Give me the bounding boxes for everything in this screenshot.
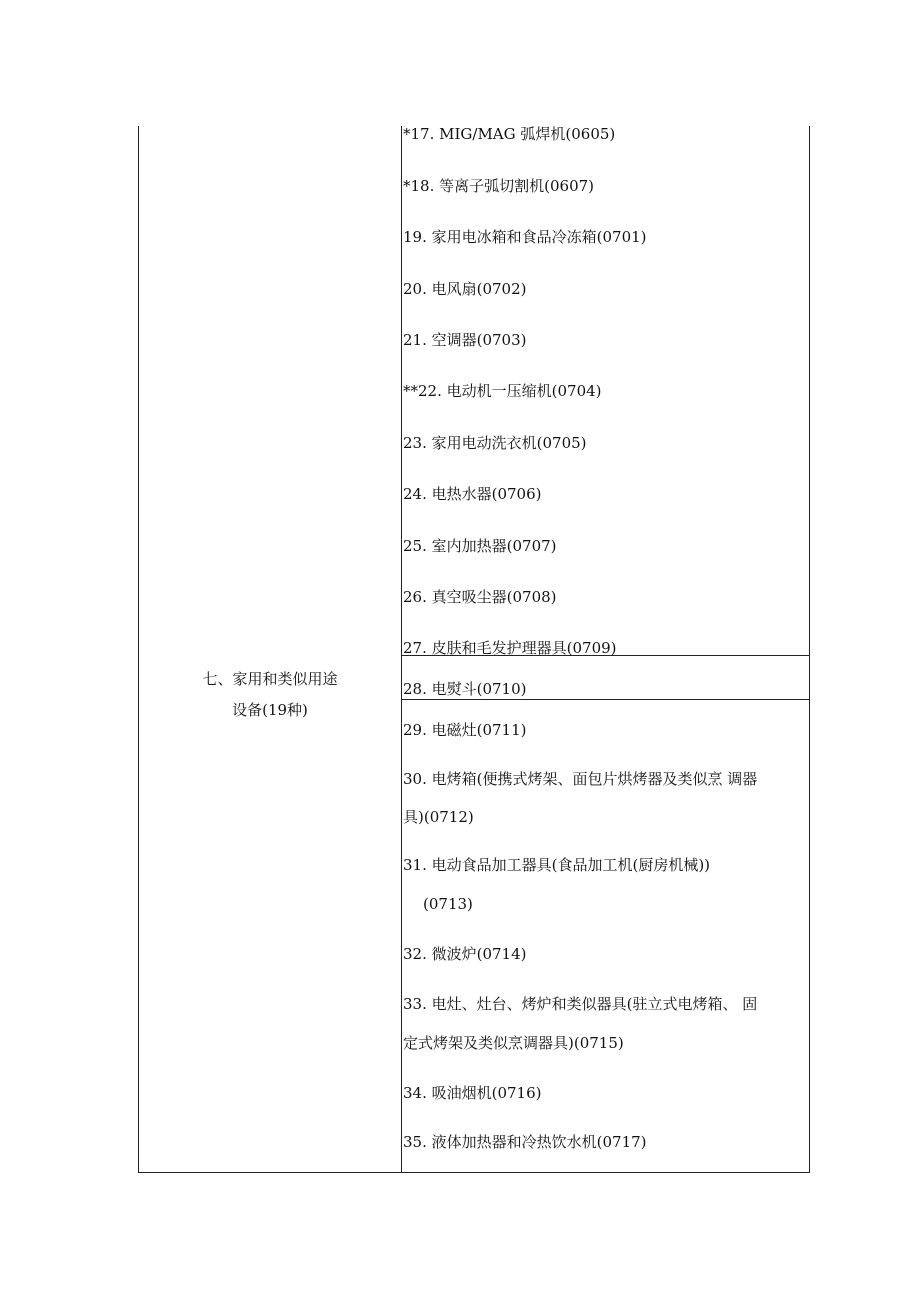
appliance-table bbox=[138, 126, 810, 1173]
list-item: 32. 微波炉(0714) bbox=[403, 945, 527, 963]
list-item: 28. 电熨斗(0710) bbox=[403, 680, 527, 698]
list-item-continuation: 定式烤架及类似烹调器具)(0715) bbox=[403, 1034, 624, 1052]
list-item: 30. 电烤箱(便携式烤架、面包片烘烤器及类似烹 调器 bbox=[403, 770, 758, 788]
list-item: 25. 室内加热器(0707) bbox=[403, 537, 557, 555]
list-item: 35. 液体加热器和冷热饮水机(0717) bbox=[403, 1133, 647, 1151]
list-item: 33. 电灶、灶台、烤炉和类似器具(驻立式电烤箱、 固 bbox=[403, 995, 758, 1013]
list-item: 26. 真空吸尘器(0708) bbox=[403, 588, 557, 606]
list-item: 19. 家用电冰箱和食品冷冻箱(0701) bbox=[403, 228, 647, 246]
list-item: 31. 电动食品加工器具(食品加工机(厨房机械)) bbox=[403, 856, 711, 874]
list-item: **22. 电动机一压缩机(0704) bbox=[403, 382, 602, 400]
list-item: 20. 电风扇(0702) bbox=[403, 280, 527, 298]
list-item: 24. 电热水器(0706) bbox=[403, 485, 542, 503]
list-item: 29. 电磁灶(0711) bbox=[403, 721, 527, 739]
category-count: 设备(19种) bbox=[232, 701, 308, 719]
list-item: 21. 空调器(0703) bbox=[403, 331, 527, 349]
column-divider bbox=[401, 126, 402, 1172]
list-item: *17. MIG/MAG 弧焊机(0605) bbox=[403, 125, 616, 143]
list-item: 34. 吸油烟机(0716) bbox=[403, 1084, 542, 1102]
list-item: *18. 等离子弧切割机(0607) bbox=[403, 177, 595, 195]
list-item: 27. 皮肤和毛发护理器具(0709) bbox=[403, 639, 617, 657]
list-item: 23. 家用电动洗衣机(0705) bbox=[403, 434, 587, 452]
list-item-continuation: 具)(0712) bbox=[403, 808, 474, 826]
category-cell bbox=[139, 664, 401, 726]
list-item-continuation: (0713) bbox=[423, 895, 473, 913]
category-title: 七、家用和类似用途 bbox=[202, 670, 338, 688]
